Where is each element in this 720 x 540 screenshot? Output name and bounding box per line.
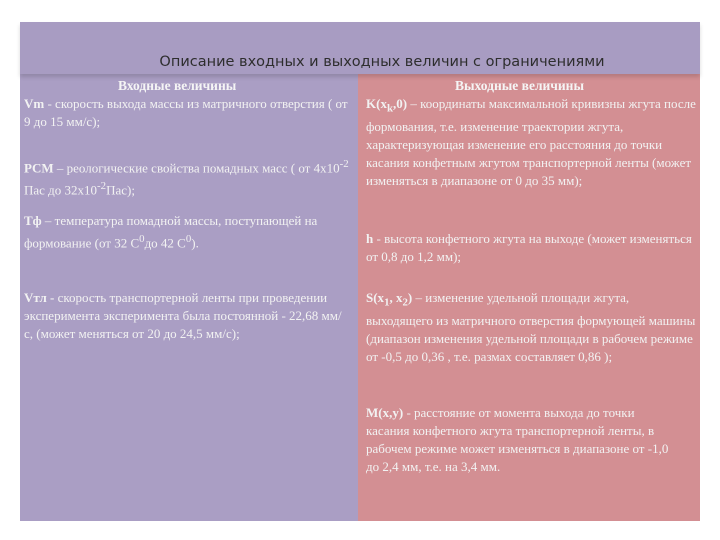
output-symbol-k-a: K(x bbox=[366, 96, 387, 111]
input-text-pcm-c: Пас); bbox=[106, 182, 135, 198]
output-symbol-s-c: ) bbox=[407, 290, 413, 305]
input-sup-tf-b: 0 bbox=[185, 233, 192, 245]
output-text-k: – координаты максимальной кривизны жгута после формования, т.е. изменение траектории жгута, характеризующая изменение его расстояния до точки касания конфетным жгутом транспортерной ленты (может изменяться в диапазоне от 0 до 35 мм); bbox=[366, 96, 696, 188]
input-item-pcm bbox=[24, 155, 364, 200]
input-symbol-pcm: PCM bbox=[24, 160, 54, 176]
input-text-tf-b: до 42 С bbox=[144, 235, 186, 251]
output-item-s bbox=[366, 289, 696, 366]
output-symbol-s-b: , x bbox=[389, 290, 403, 305]
input-symbol-tf: Тф bbox=[24, 213, 42, 228]
slide-title: Описание входных и выходных величин с ограничениями bbox=[159, 54, 605, 70]
input-text-pcm-b: Пас до 32х10 bbox=[24, 182, 98, 198]
input-sup-tf-a: 0 bbox=[139, 233, 145, 245]
output-symbol-s-a: S(x bbox=[366, 290, 385, 305]
inputs-header: Входные величины bbox=[118, 78, 237, 93]
input-text-vm: - скорость выхода массы из матричного отверстия ( от 9 до 15 мм/с); bbox=[24, 96, 348, 129]
input-text-vtl: скорость транспортерной ленты при проведении эксперимента эксперимента была постоянной - 22,68 мм/с, (может меняться от 20 до 24,5 мм/с); bbox=[24, 290, 342, 341]
title-bar bbox=[20, 22, 700, 74]
output-symbol-k bbox=[366, 96, 408, 115]
output-item-k bbox=[366, 95, 698, 190]
input-item-vtl bbox=[24, 289, 342, 343]
output-symbol-m: M(x,y) bbox=[366, 405, 404, 420]
output-text-s: – изменение удельной площади жгута, выходящего из матричного отверстия формующей машины (диапазон изменения удельной площади в рабочем режиме от -0,5 до 0,36 , т.е. размах составляет 0,86 ); bbox=[366, 290, 696, 364]
output-sub-s-2: 2 bbox=[402, 296, 408, 309]
output-item-m bbox=[366, 404, 671, 476]
output-symbol-k-b: ,0) bbox=[392, 96, 408, 111]
input-symbol-vtl: Vтл - bbox=[24, 290, 55, 305]
input-text-tf-a: – температура помадной массы, поступающей на формование (от 32 С bbox=[24, 213, 318, 251]
input-item-tf bbox=[24, 212, 324, 252]
input-item-vm bbox=[24, 95, 354, 131]
output-symbol-h: h bbox=[366, 231, 374, 246]
output-symbol-s bbox=[366, 290, 413, 309]
output-text-h: - высота конфетного жгута на выходе (может изменяться от 0,8 до 1,2 мм); bbox=[366, 231, 692, 264]
output-sub-k: k bbox=[386, 102, 393, 115]
input-text-pcm-a: – реологические свойства помадных масс ( от 4х10 bbox=[53, 160, 340, 176]
output-sub-s-1: 1 bbox=[384, 296, 390, 309]
input-sup-pcm-a: -2 bbox=[339, 158, 349, 170]
input-sup-pcm-b: -2 bbox=[97, 180, 107, 193]
input-symbol-vm: Vm bbox=[24, 96, 45, 111]
output-text-m: - расстояние от момента выхода до точки касания конфетного жгута транспортерной ленты, в рабочем режиме может изменяться в диапазоне от -1,0 до 2,4 мм, т.е. на 3,4 мм. bbox=[366, 405, 669, 474]
output-item-h bbox=[366, 230, 696, 266]
outputs-header: Выходные величины bbox=[455, 78, 585, 93]
input-text-tf-c: ). bbox=[191, 235, 199, 251]
